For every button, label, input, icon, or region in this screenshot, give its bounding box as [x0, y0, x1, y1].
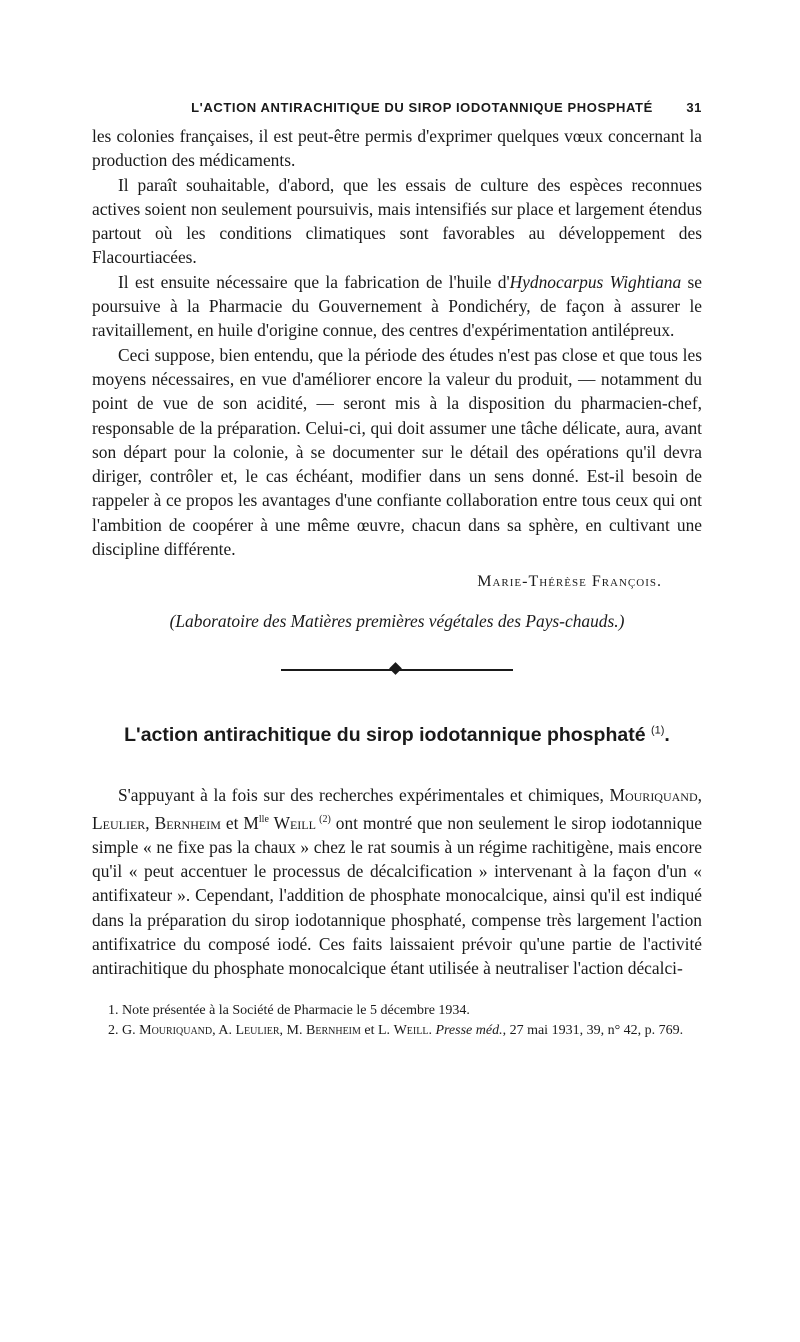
- running-head-title: L'ACTION ANTIRACHITIQUE DU SIROP IODOTANNIQUE PHOSPHATÉ: [191, 100, 653, 115]
- text-run: S'appuyant à la fois sur des recherches expérimentales et chimiques,: [118, 785, 610, 806]
- paragraph: [92, 783, 702, 980]
- footnotes: [92, 1001, 702, 1042]
- previous-article-conclusion: [92, 124, 702, 632]
- footnote-1: 1. Note présentée à la Société de Pharmacie le 5 décembre 1934.: [108, 1002, 470, 1018]
- title-period: .: [664, 724, 670, 747]
- text-run: 2. G.: [108, 1023, 140, 1039]
- text-run: se poursuive à la Pharmacie du Gouvernement à Pondichéry, de façon à assurer le ravitaillement, en huile d'origine connue, des centres d'expérimentation antilépreux.: [92, 271, 702, 341]
- author-name: Weill: [268, 812, 316, 833]
- text-run: et L.: [360, 1023, 394, 1039]
- footnote-2: [92, 1021, 702, 1042]
- paragraph: Il paraît souhaitable, d'abord, que les essais de culture des espèces reconnues actives soient non seulement poursuivis, mais intensifiés sur place et largement étendus partout où les conditions climatiques sont favorables au développement des Flacourtiacées.: [92, 174, 702, 268]
- laboratory-affiliation: (Laboratoire des Matières premières végétales des Pays-chauds.): [169, 611, 625, 632]
- author-signature: Marie-Thérèse François.: [477, 573, 662, 591]
- text-run: , 27 mai 1931, 39, n° 42, p. 769.: [502, 1023, 684, 1039]
- text-run: .: [428, 1023, 436, 1039]
- text-run: Il est ensuite nécessaire que la fabrication de l'huile d': [118, 271, 510, 292]
- page: [92, 100, 702, 1042]
- species-name: Hydnocarpus Wightiana: [509, 271, 682, 292]
- mlle-superscript: lle: [258, 813, 269, 825]
- article-body: [92, 783, 702, 980]
- footnote-ref: (2): [315, 813, 331, 825]
- author-names: Mouriquand, Leulier, Bernheim: [92, 785, 702, 833]
- footnote-author: Weill: [393, 1023, 429, 1039]
- section-separator: [281, 662, 513, 676]
- article-title: [92, 724, 702, 747]
- running-head: [92, 100, 702, 124]
- journal-name: Presse méd.: [435, 1023, 503, 1039]
- article-title-text: L'action antirachitique du sirop iodotannique phosphaté: [124, 724, 646, 747]
- footnote-authors: Mouriquand, A. Leulier, M. Bernheim: [139, 1023, 361, 1039]
- paragraph: les colonies françaises, il est peut-être permis d'exprimer quelques vœux concernant la production des médicaments.: [92, 126, 702, 171]
- text-run: et M: [220, 812, 259, 833]
- footnote-ref: (1): [650, 724, 665, 737]
- page-number: 31: [686, 100, 702, 115]
- diamond-ornament-icon: [389, 662, 402, 675]
- paragraph: Ceci suppose, bien entendu, que la période des études n'est pas close et que tous les moyens nécessaires, en vue d'améliorer encore la valeur du produit, — notamment du point de vue de son acidité, — seront mis à la disposition du pharmacien-chef, responsable de la préparation. Celui-ci, qui doit assumer une tâche délicate, aura, avant son départ pour la colonie, à se documenter sur le détail des opérations qu'il devra diriger, contrôler et, le cas échéant, modifier dans un sens donné. Est-il besoin de rappeler à ce propos les avantages d'une confiante collaboration entre tous ceux qui ont l'ambition de coopérer à une même œuvre, chacun dans sa sphère, en cultivant une discipline différente.: [92, 344, 702, 560]
- paragraph: [92, 270, 702, 343]
- text-run: ont montré que non seulement le sirop iodotannique simple « ne fixe pas la chaux » chez le rat soumis à un régime rachitigène, mais encore qu'il « peut accentuer le processus de décalcification » intervenant à la façon d'un « antifixateur ». Cependant, l'addition de phosphate monocalcique, ainsi qu'il est indiqué dans la préparation du sirop iodotannique phosphaté, compense très largement l'action antifixatrice du composé iodé. Ces faits laissaient prévoir qu'une partie de l'activité antirachitique du phosphate monocalcique étant utilisée à neutraliser l'action décalci-: [92, 812, 702, 979]
